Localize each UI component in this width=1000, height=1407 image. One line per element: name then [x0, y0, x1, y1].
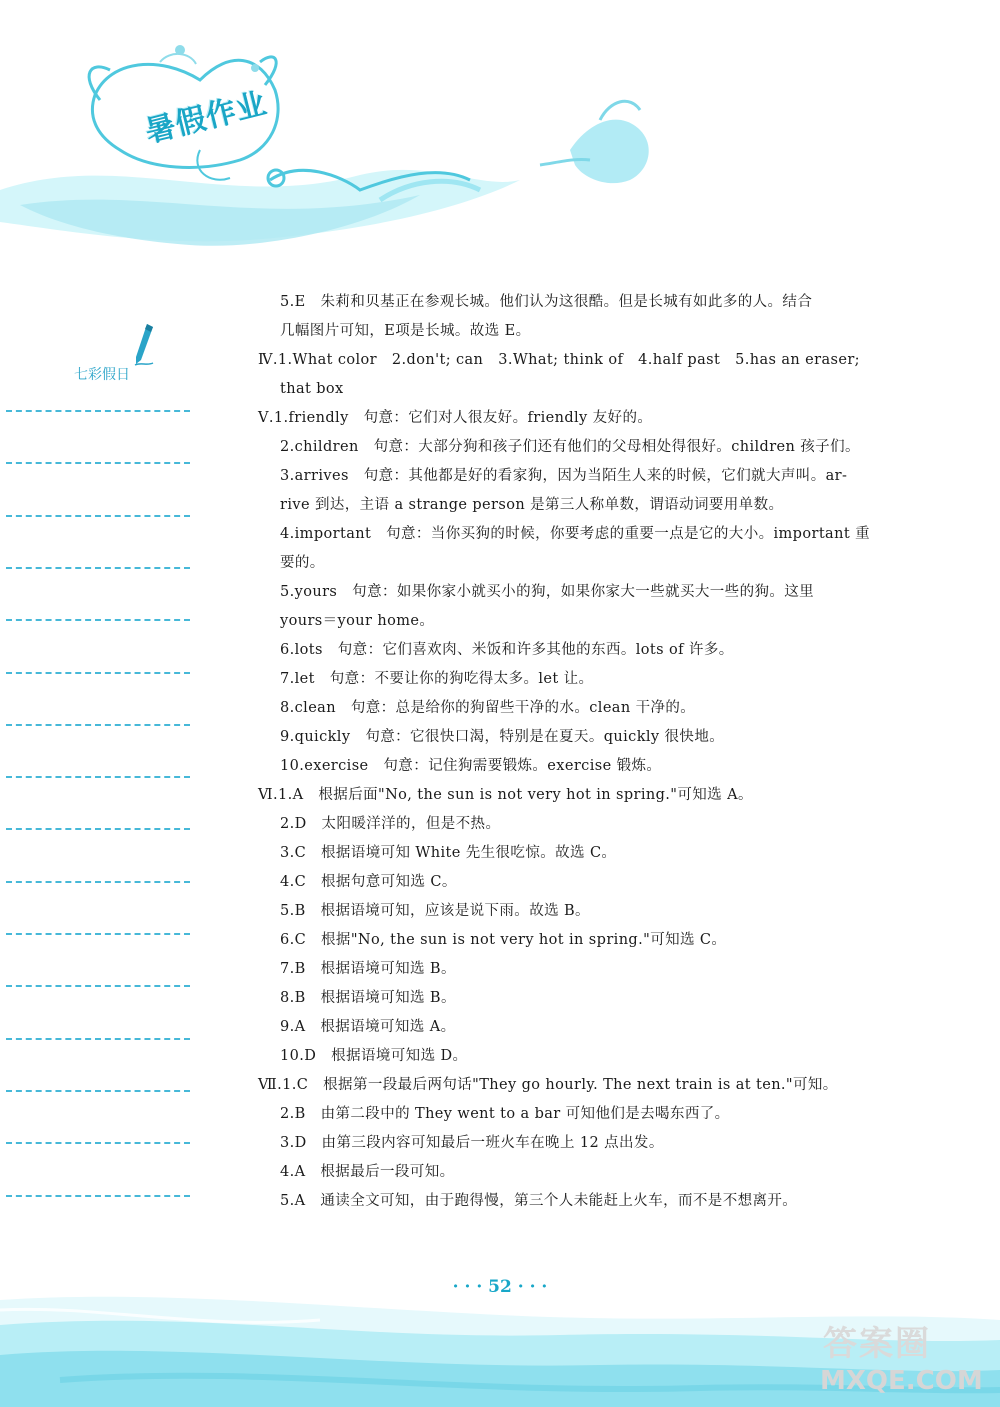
answer-line: Ⅴ.1.friendly 句意：它们对人很友好。friendly 友好的。 — [258, 410, 653, 426]
watermark-url: MXQE.COM — [820, 1366, 983, 1396]
pen-icon — [133, 322, 157, 368]
answer-line: 9.A 根据语境可知选 A。 — [280, 1019, 456, 1035]
note-line — [6, 776, 190, 778]
answer-line: 9.quickly 句意：它很快口渴，特别是在夏天。quickly 很快地。 — [280, 729, 725, 745]
answer-line: 4.important 句意：当你买狗的时候，你要考虑的重要一点是它的大小。important 重 — [280, 526, 870, 542]
answer-line: Ⅳ.1.What color 2.don't; can 3.What; think of 4.half past 5.has an eraser; — [258, 352, 860, 368]
note-line — [6, 1195, 190, 1197]
answer-line: 7.let 句意：不要让你的狗吃得太多。let 让。 — [280, 671, 594, 687]
answer-line: 5.B 根据语境可知，应该是说下雨。故选 B。 — [280, 903, 590, 919]
answer-line: 2.D 太阳暖洋洋的，但是不热。 — [280, 816, 501, 832]
page-number: · · · 52 · · · — [452, 1277, 548, 1297]
answer-line: Ⅵ.1.A 根据后面"No, the sun is not very hot in spring."可知选 A。 — [258, 787, 753, 803]
answer-line: 2.children 句意：大部分狗和孩子们还有他们的父母相处得很好。children 孩子们。 — [280, 439, 860, 455]
answer-line: 4.C 根据句意可知选 C。 — [280, 874, 457, 890]
brand-title: 暑假作业 — [142, 86, 271, 151]
answer-line: 10.D 根据语境可知选 D。 — [280, 1048, 468, 1064]
answer-line: 6.C 根据"No, the sun is not very hot in spring."可知选 C。 — [280, 932, 727, 948]
note-line — [6, 1142, 190, 1144]
answer-line: 8.B 根据语境可知选 B。 — [280, 990, 456, 1006]
answer-line: rive 到达，主语 a strange person 是第三人称单数，谓语动词要用单数。 — [280, 497, 784, 513]
answer-line: 要的。 — [280, 555, 325, 571]
answer-line: 3.arrives 句意：其他都是好的看家狗，因为当陌生人来的时候，它们就大声叫。ar- — [280, 468, 848, 484]
note-line — [6, 567, 190, 569]
note-line — [6, 619, 190, 621]
note-line — [6, 1090, 190, 1092]
answer-line: yours＝your home。 — [280, 613, 435, 629]
answer-line: 2.B 由第二段中的 They went to a bar 可知他们是去喝东西了。 — [280, 1106, 730, 1122]
answer-line: 3.D 由第三段内容可知最后一班火车在晚上 12 点出发。 — [280, 1135, 664, 1151]
note-line — [6, 672, 190, 674]
note-line — [6, 933, 190, 935]
answer-line: 5.A 通读全文可知，由于跑得慢，第三个人未能赶上火车，而不是不想离开。 — [280, 1193, 798, 1209]
answer-line: 10.exercise 句意：记住狗需要锻炼。exercise 锻炼。 — [280, 758, 662, 774]
answer-line: 4.A 根据最后一段可知。 — [280, 1164, 455, 1180]
note-line — [6, 1038, 190, 1040]
answer-line: 7.B 根据语境可知选 B。 — [280, 961, 456, 977]
note-line — [6, 462, 190, 464]
answer-line: 3.C 根据语境可知 White 先生很吃惊。故选 C。 — [280, 845, 617, 861]
answer-line: 几幅图片可知，E项是长城。故选 E。 — [280, 323, 531, 339]
answer-line: Ⅶ.1.C 根据第一段最后两句话"They go hourly. The next train is at ten."可知。 — [258, 1077, 838, 1093]
sidebar-label: 七彩假日 — [74, 367, 130, 383]
answer-line: 8.clean 句意：总是给你的狗留些干净的水。clean 干净的。 — [280, 700, 696, 716]
note-line — [6, 410, 190, 412]
answer-line: that box — [280, 381, 344, 397]
answer-line: 5.E 朱莉和贝基正在参观长城。他们认为这很酷。但是长城有如此多的人。结合 — [280, 294, 813, 310]
note-line — [6, 881, 190, 883]
note-line — [6, 828, 190, 830]
watermark-logo: 答案圈 — [823, 1324, 931, 1364]
note-line — [6, 515, 190, 517]
answer-line: 6.lots 句意：它们喜欢肉、米饭和许多其他的东西。lots of 许多。 — [280, 642, 734, 658]
answer-line: 5.yours 句意：如果你家小就买小的狗，如果你家大一些就买大一些的狗。这里 — [280, 584, 815, 600]
note-line — [6, 985, 190, 987]
note-line — [6, 724, 190, 726]
